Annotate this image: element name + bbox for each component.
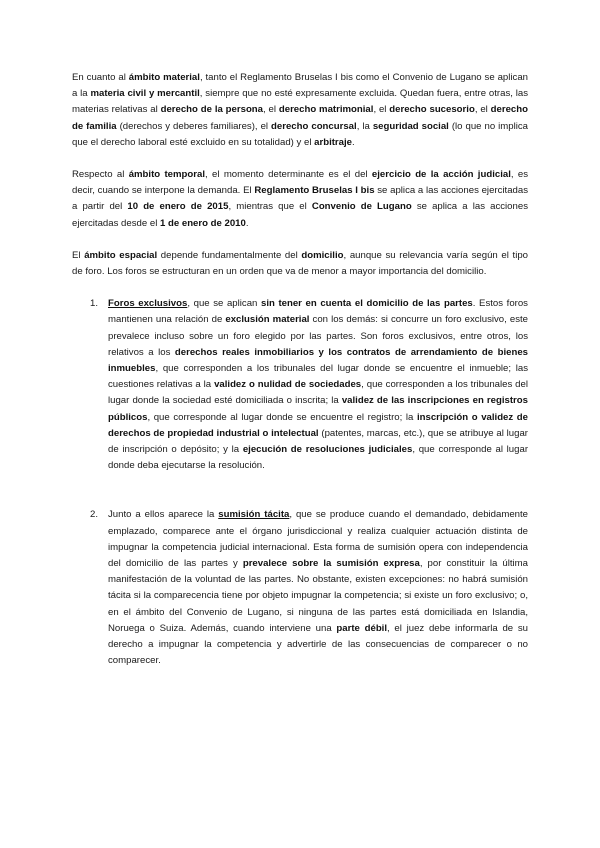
bold-term: validez de las inscripciones en registros públicos (108, 395, 528, 423)
text-run: Respecto al (72, 169, 129, 181)
list-item-sumision-tacita (72, 507, 528, 669)
text-run: , el juez debe informarla de su derecho a impugnar la competencia y advertirle de las consecuencias de comparecer o no comparecer. (108, 622, 529, 667)
text-run: . (352, 136, 355, 148)
text-run: El (72, 249, 85, 261)
paragraph-ambito-temporal (72, 167, 528, 232)
text-run: (lo que no implica que el derecho laboral esté excluido en su totalidad) y el (72, 120, 529, 148)
text-run: , el momento determinante es el del (205, 169, 372, 181)
bold-term: ámbito temporal (128, 169, 205, 181)
text-run: (derechos y deberes familiares), el (116, 120, 272, 132)
numbered-list (72, 296, 528, 669)
bold-term: 1 de enero de 2010 (160, 217, 246, 229)
bold-term: inscripción o validez de derechos de propiedad industrial o intelectual (108, 411, 528, 439)
bold-term: Convenio de Lugano (311, 201, 412, 213)
text-run: , el (263, 104, 279, 116)
text-run: (patentes, marcas, etc.), que se atribuye al lugar de inscripción o depósito; y la (108, 427, 528, 456)
text-run: , mientras que el (228, 201, 312, 213)
text-run: , por constituir la última manifestación de la voluntad de las partes. No obstante, existen excepciones: no habrá sumisión tácita si la comparecencia tiene por objeto impugnar la competencia; si existe un foro exclusivo; o, en el ámbito del Convenio de Lugano, si ninguna de las partes está domiciliada en Islandia, Noruega o Suiza. Además, cuando interviene una (108, 558, 529, 634)
bold-term: derecho sucesorio (389, 104, 475, 116)
bold-term: ámbito material (128, 72, 200, 83)
bold-term: ejecución de resoluciones judiciales (242, 444, 413, 456)
text-run: Junto a ellos aparece la (108, 509, 219, 521)
underlined-term: sumisión tácita (218, 509, 290, 521)
bold-term: seguridad social (372, 120, 449, 132)
bold-term: prevalece sobre la sumisión expresa (242, 558, 420, 570)
bold-term: Reglamento Bruselas I bis (254, 185, 375, 197)
text-run: , aunque su relevancia varía según el tipo de foro. Los foros se estructuran en un orden que va de menor a mayor importancia del domicilio. (72, 249, 529, 278)
text-run: . (245, 217, 249, 229)
paragraph-ambito-material (72, 70, 528, 151)
text-run: , que se produce cuando el demandado, debidamente emplazado, comparece ante el órgano jurisdiccional y realiza cualquier actuación distinta de impugnar la competencia judicial internacional. Esta forma de sumisión opera con independencia del domicilio de las partes y (108, 509, 529, 570)
text-run: , el (474, 104, 491, 116)
text-run: , que corresponde al lugar donde se encuentre el registro; la (147, 411, 417, 423)
bold-term: ámbito espacial (84, 249, 158, 261)
bold-term: derecho de la persona (160, 104, 264, 116)
document-page (72, 70, 528, 670)
bold-term: ejercicio de la acción judicial (371, 169, 511, 181)
text-run: , siempre que no esté expresamente excluida. Quedan fuera, entre otras, las materias relativas al (72, 88, 529, 116)
bold-term: derecho matrimonial (278, 104, 374, 116)
bold-term: validez o nulidad de sociedades (214, 379, 362, 391)
bold-term: derecho de familia (72, 104, 528, 132)
text-run: . Estos foros mantienen una relación de (108, 298, 528, 326)
bold-term: sin tener en cuenta el domicilio de las partes (260, 298, 473, 310)
list-number: 2. (90, 509, 99, 521)
bold-term: arbitraje (314, 136, 353, 148)
list-item-foros-exclusivos (72, 296, 528, 474)
text-run: , la (356, 120, 373, 132)
text-run: , que corresponde al lugar donde deba ejecutarse la resolución. (108, 444, 529, 472)
text-run: se aplica a las acciones ejercitadas a partir del (72, 185, 528, 213)
paragraph-ambito-espacial (72, 248, 528, 280)
text-run: , que corresponden a los tribunales del lugar donde se encuentre el inmueble; las cuestiones relativas a la (108, 363, 528, 391)
text-run: , que corresponden a los tribunales del lugar donde la sociedad esté domiciliada o inscrita; la (108, 379, 528, 407)
text-run: , que se aplican (187, 298, 261, 310)
text-run: depende fundamentalmente del (157, 249, 302, 261)
text-run: , tanto el Reglamento Bruselas I bis como el Convenio de Lugano se aplican a la (72, 72, 528, 100)
underlined-term: Foros exclusivos (108, 298, 188, 310)
bold-term: materia civil y mercantil (90, 88, 200, 100)
bold-term: domicilio (301, 249, 344, 261)
bold-term: derechos reales inmobiliarios y los contratos de arrendamiento de bienes inmuebles (108, 346, 528, 375)
text-run: , el (373, 104, 390, 116)
bold-term: parte débil (336, 622, 388, 634)
list-number: 1. (90, 298, 99, 310)
bold-term: derecho concursal (271, 120, 357, 132)
text-run: En cuanto al (72, 72, 129, 83)
bold-term: 10 de enero de 2015 (127, 201, 229, 213)
text-run: se aplica a las acciones ejercitadas desde el (72, 201, 528, 229)
text-run: con los demás: si concurre un foro exclusivo, este prevalece incluso sobre un foro elegido por las partes. Son foros exclusivos, entre otros, los relativos a los (108, 314, 528, 358)
text-run: , es decir, cuando se interpone la demanda. El (72, 169, 528, 197)
bold-term: exclusión material (225, 314, 310, 326)
